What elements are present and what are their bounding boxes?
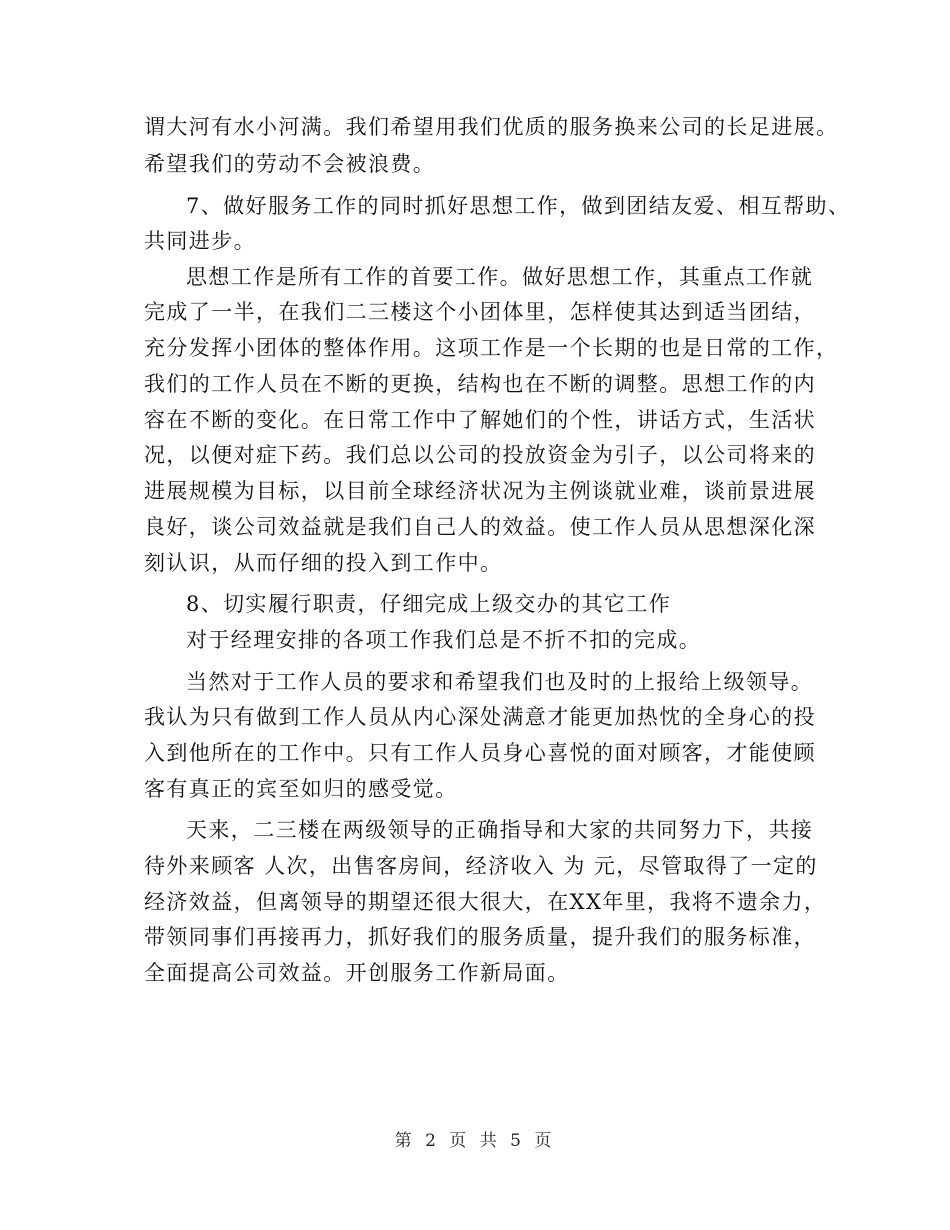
text-line: 7、做好服务工作的同时抓好思想工作，做到团结友爱、相互帮助、 bbox=[186, 194, 851, 218]
text-line: 入到他所在的工作中。只有工作人员身心喜悦的面对顾客，才能使顾 bbox=[144, 741, 816, 765]
text-line: 况，以便对症下药。我们总以公司的投放资金为引子，以公司将来的 bbox=[144, 443, 816, 467]
text-line: 希望我们的劳动不会被浪费。 bbox=[144, 152, 436, 176]
text-line: 完成了一半，在我们二三楼这个小团体里，怎样使其达到适当团结， bbox=[144, 300, 816, 324]
text-line: 待外来顾客 人次，出售客房间，经济收入 为 元，尽管取得了一定的 bbox=[144, 854, 818, 878]
text-line: 当然对于工作人员的要求和希望我们也及时的上报给上级领导。 bbox=[186, 670, 814, 694]
page-number: 第 2 页 共 5 页 bbox=[394, 1131, 556, 1151]
text-line: 刻认识，从而仔细的投入到工作中。 bbox=[144, 551, 503, 575]
text-line: 进展规模为目标，以目前全球经济状况为主例谈就业难，谈前景进展 bbox=[144, 479, 816, 503]
text-line: 思想工作是所有工作的首要工作。做好思想工作，其重点工作就 bbox=[186, 265, 814, 289]
text-line: 良好，谈公司效益就是我们自己人的效益。使工作人员从思想深化深 bbox=[144, 515, 816, 539]
text-line: 我们的工作人员在不断的更换，结构也在不断的调整。思想工作的内 bbox=[144, 372, 816, 396]
text-line: 共同进步。 bbox=[144, 229, 256, 253]
text-line: 谓大河有水小河满。我们希望用我们优质的服务换来公司的长足进展。 bbox=[144, 115, 839, 139]
text-line: 带领同事们再接再力，抓好我们的服务质量，提升我们的服务标准， bbox=[144, 925, 816, 949]
text-line: 8、切实履行职责，仔细完成上级交办的其它工作 bbox=[186, 592, 672, 616]
text-line: 容在不断的变化。在日常工作中了解她们的个性，讲话方式，生活状 bbox=[144, 408, 816, 432]
text-line: 经济效益，但离领导的期望还很大很大，在XX年里，我将不遗余力， bbox=[144, 890, 827, 914]
text-line: 天来，二三楼在两级领导的正确指导和大家的共同努力下，共接 bbox=[186, 818, 814, 842]
text-line: 对于经理安排的各项工作我们总是不折不扣的完成。 bbox=[186, 628, 702, 652]
text-line: 全面提高公司效益。开创服务工作新局面。 bbox=[144, 961, 570, 985]
text-line: 客有真正的宾至如归的感受觉。 bbox=[144, 777, 458, 801]
text-line: 我认为只有做到工作人员从内心深处满意才能更加热忱的全身心的投 bbox=[144, 705, 816, 729]
text-line: 充分发挥小团体的整体作用。这项工作是一个长期的也是日常的工作， bbox=[144, 336, 839, 360]
